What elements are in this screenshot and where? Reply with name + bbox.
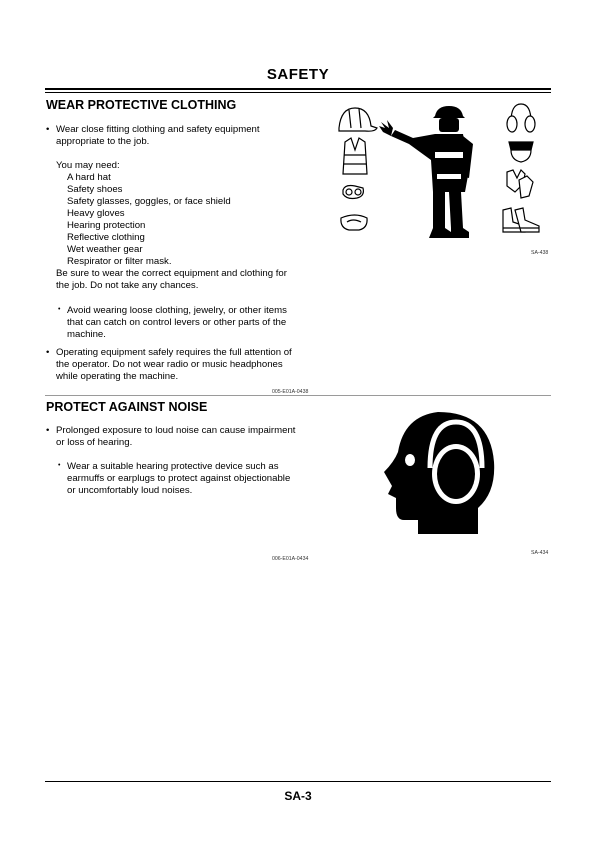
sub-bullet-dot: • bbox=[58, 306, 61, 313]
reflective-vest-icon bbox=[343, 138, 367, 174]
respirator-icon bbox=[343, 186, 363, 199]
list-item: Safety shoes bbox=[67, 184, 123, 195]
paragraph-line: Avoid wearing loose clothing, jewelry, or other items bbox=[67, 305, 287, 316]
head-with-earmuffs-icon bbox=[384, 412, 494, 534]
paragraph-line: Operating equipment safely requires the full attention of bbox=[56, 347, 292, 358]
sub-bullet-dot: • bbox=[58, 462, 61, 469]
bullet-dot: • bbox=[46, 425, 50, 436]
section-heading-noise: PROTECT AGAINST NOISE bbox=[46, 400, 208, 414]
you-may-need-label: You may need: bbox=[56, 160, 120, 171]
paragraph-line: Wear close fitting clothing and safety equipment bbox=[56, 124, 260, 135]
header-rule-thin bbox=[45, 92, 551, 93]
figure-reference: SA-434 bbox=[531, 550, 549, 556]
bullet-dot: • bbox=[46, 124, 50, 135]
doc-reference: 006-E01A-0434 bbox=[272, 556, 309, 562]
paragraph-line: the job. Do not take any chances. bbox=[56, 280, 199, 291]
gloves-icon bbox=[507, 170, 533, 198]
footer-rule bbox=[45, 781, 551, 782]
paragraph-line: or loss of hearing. bbox=[56, 437, 133, 448]
figure-reference: SA-438 bbox=[531, 250, 549, 256]
paragraph-line: while operating the machine. bbox=[56, 371, 179, 382]
protective-clothing-illustration bbox=[335, 100, 550, 245]
bullet-dot: • bbox=[46, 347, 50, 358]
list-item: Heavy gloves bbox=[67, 208, 125, 219]
section-heading-protective-clothing: WEAR PROTECTIVE CLOTHING bbox=[46, 98, 237, 112]
safety-shoes-icon bbox=[503, 208, 539, 232]
face-shield-icon bbox=[509, 142, 533, 162]
paragraph-line: earmuffs or earplugs to protect against objectionable bbox=[67, 473, 291, 484]
list-item: Reflective clothing bbox=[67, 232, 145, 243]
earmuffs-icon bbox=[507, 104, 535, 132]
paragraph-line: machine. bbox=[67, 329, 106, 340]
paragraph-line: the operator. Do not wear radio or music headphones bbox=[56, 359, 283, 370]
page-number: SA-3 bbox=[284, 789, 312, 803]
list-item: Wet weather gear bbox=[67, 244, 143, 255]
paragraph-line: Prolonged exposure to loud noise can cause impairment bbox=[56, 425, 296, 436]
equipment-list bbox=[67, 172, 231, 268]
header-rule bbox=[45, 88, 551, 90]
paragraph-line: that can catch on control levers or other parts of the bbox=[67, 317, 287, 328]
section-divider bbox=[45, 395, 551, 396]
paragraph-line: Wear a suitable hearing protective device such as bbox=[67, 461, 279, 472]
goggles-icon bbox=[341, 215, 367, 230]
hard-hat-icon bbox=[339, 108, 377, 131]
list-item: A hard hat bbox=[67, 172, 111, 183]
doc-reference: 005-E01A-0438 bbox=[272, 389, 309, 395]
paragraph-line: or uncomfortably loud noises. bbox=[67, 485, 193, 496]
list-item: Respirator or filter mask. bbox=[67, 256, 172, 267]
paragraph-line: appropriate to the job. bbox=[56, 136, 150, 147]
page-title: SAFETY bbox=[266, 66, 330, 83]
worker-icon bbox=[379, 106, 473, 238]
paragraph-line: Be sure to wear the correct equipment and clothing for bbox=[56, 268, 287, 279]
list-item: Hearing protection bbox=[67, 220, 146, 231]
hearing-protection-illustration bbox=[378, 408, 498, 538]
list-item: Safety glasses, goggles, or face shield bbox=[67, 196, 231, 207]
